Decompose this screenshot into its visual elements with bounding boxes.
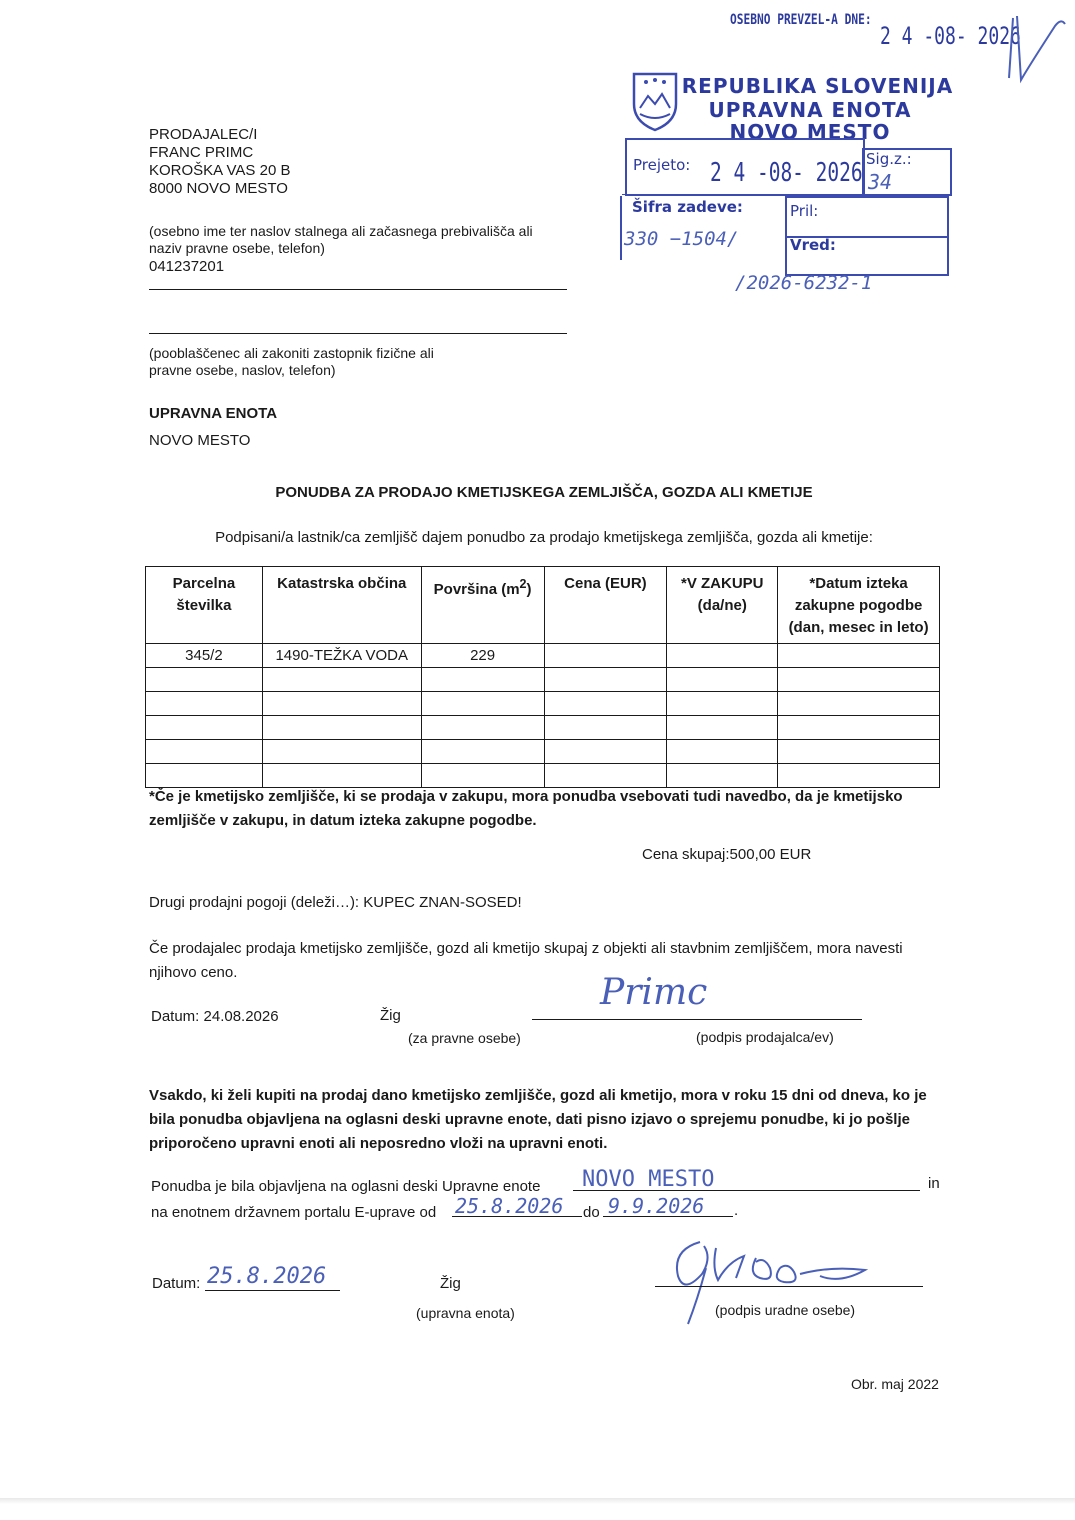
publication-end: . <box>734 1202 739 1219</box>
recipient-title: UPRAVNA ENOTA <box>149 405 278 422</box>
seller-stamp-note: (za pravne osebe) <box>408 1030 521 1046</box>
publication-unit: NOVO MESTO <box>582 1167 715 1192</box>
stamp-case-number-part1: 330 −1504/ <box>624 228 739 250</box>
header-cadastral-municipality: Katastrska občina <box>262 567 421 644</box>
header-area: Površina $(m^2)$ <box>421 567 544 644</box>
stamp-city: NOVO MESTO <box>729 120 891 144</box>
table-row <box>146 740 940 764</box>
office-stamp-label: Žig <box>440 1275 461 1292</box>
recipient-place: NOVO MESTO <box>149 432 251 449</box>
seller-stamp-label: Žig <box>380 1007 401 1024</box>
publication-in: in <box>928 1175 940 1192</box>
acceptance-notice: Vsakdo, ki želi kupiti na prodaj dano kmetijsko zemljišče, gozd ali kmetijo, mora v roku 15 dni od dneva, ko je bila ponudba objavljena na oglasni deski upravne enote, dati pisno izjavo o sprejemu ponudbe, ki jo pošlje priporočeno upravni enoti ali neposredno vloži na upravni enoti. <box>149 1087 927 1152</box>
cell-cadastral-municipality: 1490-TEŽKA VODA <box>262 644 421 668</box>
publication-to: 9.9.2026 <box>608 1194 705 1218</box>
office-stamp-note: (upravna enota) <box>416 1305 515 1321</box>
publication-text2: na enotnem državnem portalu E-uprave od <box>151 1204 437 1221</box>
publication-from: 25.8.2026 <box>455 1194 564 1218</box>
other-terms: Drugi prodajni pogoji (deleži…): KUPEC ZNAN-SOSED! <box>149 894 522 911</box>
page-edge <box>0 1498 1075 1504</box>
representative-line <box>149 333 567 334</box>
stamp-vred-label: Vred: <box>790 236 836 254</box>
stamp-republic: REPUBLIKA SLOVENIJA <box>681 74 954 98</box>
seller-date: Datum: 24.08.2026 <box>151 1008 279 1025</box>
seller-signature-note: (podpis prodajalca/ev) <box>696 1029 834 1045</box>
cell-parcel-number: 345/2 <box>146 644 263 668</box>
seller-label: PRODAJALEC/I <box>149 126 258 143</box>
handwritten-initials-icon <box>995 6 1070 86</box>
seller-phone: 041237201 <box>149 258 225 275</box>
form-version: Obr. maj 2022 <box>851 1376 939 1392</box>
office-date: 25.8.2026 <box>207 1264 327 1289</box>
seller-note: (osebno ime ter naslov stalnega ali začasnega prebivališča ali naziv pravne osebe, telefon) <box>149 223 533 256</box>
received-personally-label: OSEBNO PREVZEL-A DNE: <box>730 12 872 28</box>
seller-street: KOROŠKA VAS 20 B <box>149 162 291 179</box>
seller-underline <box>149 289 567 290</box>
table-row <box>146 716 940 740</box>
stamp-case-number-part2: /2026-6232-1 <box>735 272 873 294</box>
publication-do: do <box>583 1204 600 1221</box>
stamp-sig-label: Sig.z.: <box>866 150 912 168</box>
stamp-sifra-label: Šifra zadeve: <box>632 198 743 216</box>
document-intro: Podpisani/a lastnik/ca zemljišč dajem ponudbo za prodajo kmetijskega zemljišča, gozda ali kmetije: <box>215 529 873 546</box>
stamp-pril-label: Pril: <box>790 202 819 220</box>
stamp-prejeto-date: 2 4 -08- 2026 <box>710 158 863 188</box>
publication-text1: Ponudba je bila objavljena na oglasni deski Upravne enote <box>151 1178 541 1195</box>
representative-note: (pooblaščenec ali zakoniti zastopnik fizične ali pravne osebe, naslov, telefon) <box>149 345 434 378</box>
objects-note: Če prodajalec prodaja kmetijsko zemljišče, gozd ali kmetijo skupaj z objekti ali stavbnim zemljiščem, mora navesti njihovo ceno. <box>149 940 903 981</box>
total-price: Cena skupaj:500,00 EUR <box>642 846 812 863</box>
table-row <box>146 692 940 716</box>
office-date-label: Datum: <box>152 1275 201 1292</box>
table-row <box>146 644 940 668</box>
stamp-prejeto-label: Prejeto: <box>633 156 691 174</box>
seller-name: FRANC PRIMC <box>149 144 254 161</box>
received-personally-date: 2 4 -08- 2026 <box>880 22 1021 50</box>
parcel-table <box>145 566 940 788</box>
lease-note: *Če je kmetijsko zemljišče, ki se prodaja v zakupu, mora ponudba vsebovati tudi navedbo, da je kmetijsko zemljišče v zakupu, in datum izteka zakupne pogodbe. <box>149 788 903 829</box>
header-price: Cena (EUR) <box>544 567 667 644</box>
seller-signature: Primc <box>600 972 708 1013</box>
cell-area: 229 <box>421 644 544 668</box>
stamp-unit: UPRAVNA ENOTA <box>708 98 912 122</box>
table-row <box>146 668 940 692</box>
cell-leased <box>667 644 778 668</box>
table-header-row <box>146 567 940 644</box>
document-title: PONUDBA ZA PRODAJO KMETIJSKEGA ZEMLJIŠČA, GOZDA ALI KMETIJE <box>275 484 813 501</box>
seller-city: 8000 NOVO MESTO <box>149 180 288 197</box>
stamp-sig-value: 34 <box>868 170 893 194</box>
cell-price <box>544 644 667 668</box>
office-signature-line <box>655 1286 923 1287</box>
seller-signature-line <box>532 1019 862 1020</box>
coat-of-arms-icon <box>630 70 680 132</box>
office-signature-note: (podpis uradne osebe) <box>715 1302 856 1318</box>
header-parcel-number: Parcelna številka <box>146 567 263 644</box>
header-lease-end-date: *Datum izteka zakupne pogodbe (dan, mesec in leto) <box>778 567 940 644</box>
header-leased: *V ZAKUPU (da/ne) <box>667 567 778 644</box>
cell-lease-end <box>778 644 940 668</box>
table-row <box>146 764 940 788</box>
